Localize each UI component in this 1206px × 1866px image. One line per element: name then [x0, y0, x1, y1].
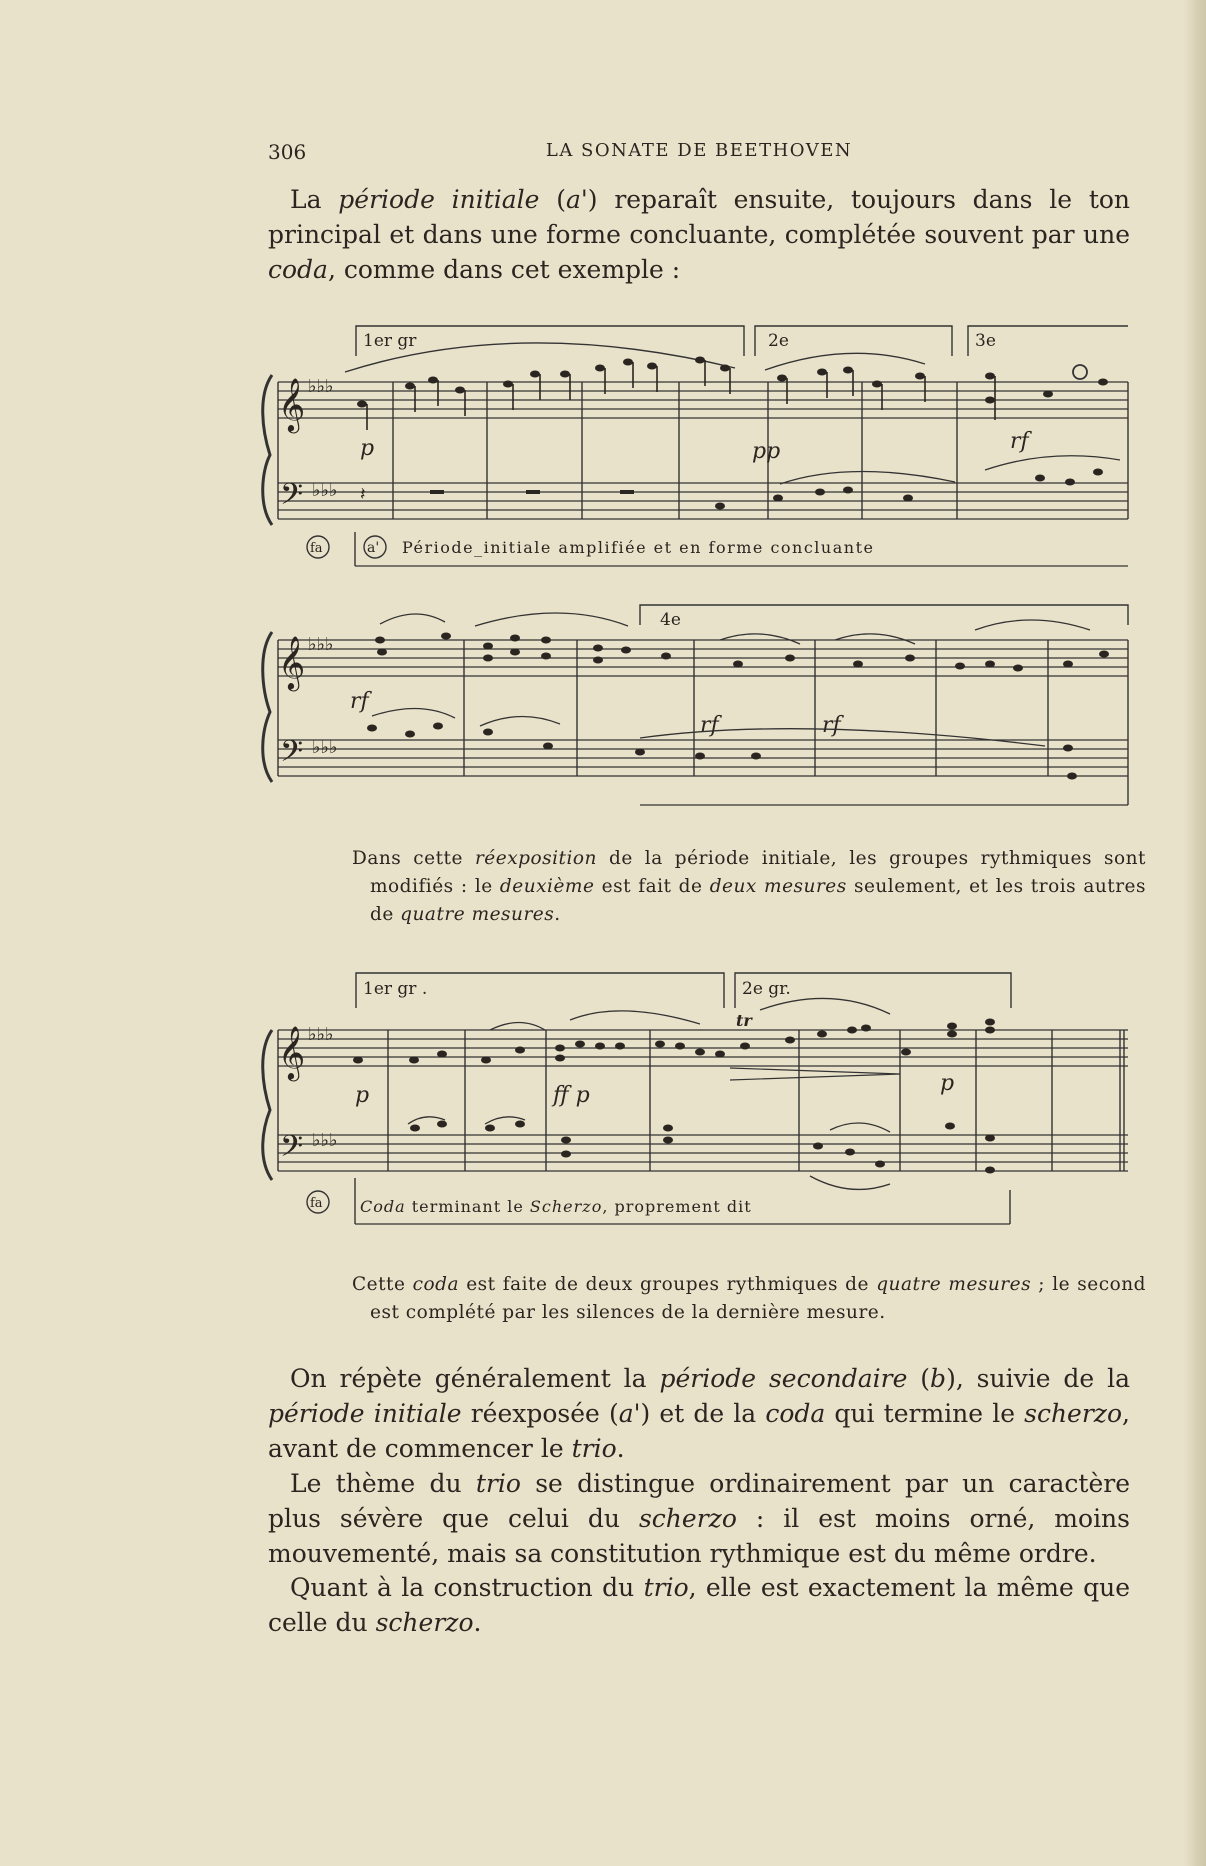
ex2-key-label: fa — [310, 1196, 323, 1211]
treble-clef-icon: 𝄞 — [278, 377, 306, 431]
ex1-section-text: Période_initiale amplifiée et en forme concluante — [402, 538, 875, 557]
key-signature-flats: ♭♭♭ — [308, 376, 334, 397]
ex2-group2-label: 2e gr. — [742, 979, 791, 999]
ex2-trill-mark: tr — [736, 1011, 752, 1030]
ex2-dynamic-p-2: p — [940, 1071, 955, 1096]
ex1-group2-label: 2e — [768, 331, 789, 351]
ex1-dynamic-pp: pp — [752, 439, 781, 464]
ex2-dynamic-ff-p: ff p — [553, 1083, 590, 1108]
paragraph-trio-theme: Le thème du trio se distingue ordinairement par un caractère plus sévère que celui du scherzo : il est moins orné, moins mouvementé, mais sa constitution rythmique est du même ordre. — [268, 1469, 1130, 1568]
svg-text:♭♭♭: ♭♭♭ — [312, 1130, 338, 1151]
page-number: 306 — [268, 140, 307, 164]
example2-system — [263, 973, 1128, 1224]
ex1-dynamic-rf: rf — [1010, 429, 1029, 454]
ex1-group1-label: 1er gr — [363, 331, 417, 351]
bass-clef-icon: 𝄢 — [280, 478, 304, 519]
svg-text:♭♭♭: ♭♭♭ — [312, 480, 338, 501]
svg-text:𝄞: 𝄞 — [278, 1025, 306, 1079]
example1-system1 — [263, 326, 1128, 566]
svg-text:𝄞: 𝄞 — [278, 635, 306, 689]
ex2-coda-text: Coda terminant le Scherzo, proprement dit — [360, 1197, 752, 1216]
svg-text:𝄢: 𝄢 — [280, 1130, 304, 1171]
caption-2: Cette coda est faite de deux groupes rythmiques de quatre mesures ; le second est complété par les silences de la dernière mesure. — [352, 1274, 1146, 1323]
svg-text:♭♭♭: ♭♭♭ — [308, 634, 334, 655]
ex1-dynamic-rf-3: rf — [700, 713, 719, 738]
ex1-group3-label: 3e — [975, 331, 996, 351]
svg-text:♭♭♭: ♭♭♭ — [308, 1024, 334, 1045]
svg-text:𝄽: 𝄽 — [360, 484, 366, 505]
running-title: LA SONATE DE BEETHOVEN — [545, 140, 853, 161]
ex1-dynamic-p: p — [360, 436, 375, 461]
ex2-group1-label: 1er gr . — [363, 979, 428, 999]
ex1-section-label: a' — [367, 540, 380, 556]
example1-system2 — [263, 605, 1128, 805]
ex1-dynamic-rf-4: rf — [822, 713, 841, 738]
paragraph-trio-construction: Quant à la construction du trio, elle est exactement la même que celle du scherzo. — [268, 1573, 1130, 1637]
intro-paragraph: La période initiale (a') reparaît ensuite, toujours dans le ton principal et dans une forme concluante, complétée souvent par une coda, comme dans cet exemple : — [268, 185, 1131, 284]
paragraph-secondary-period: On répète généralement la période secondaire (b), suivie de la période initiale réexposée (a') et de la coda qui termine le scherzo, avant de commencer le trio. — [268, 1364, 1130, 1463]
ex1-dynamic-rf-2: rf — [350, 689, 369, 714]
ex1-group4-label: 4e — [660, 610, 681, 630]
caption-1: Dans cette réexposition de la période initiale, les groupes rythmiques sont modifiés : le deuxième est fait de deux mesures seulement, et les trois autres de quatre mesures. — [352, 848, 1147, 925]
ex2-dynamic-p: p — [355, 1083, 370, 1108]
ex1-key-label: fa — [310, 541, 323, 556]
svg-text:♭♭♭: ♭♭♭ — [312, 737, 338, 758]
svg-text:𝄢: 𝄢 — [280, 735, 304, 776]
